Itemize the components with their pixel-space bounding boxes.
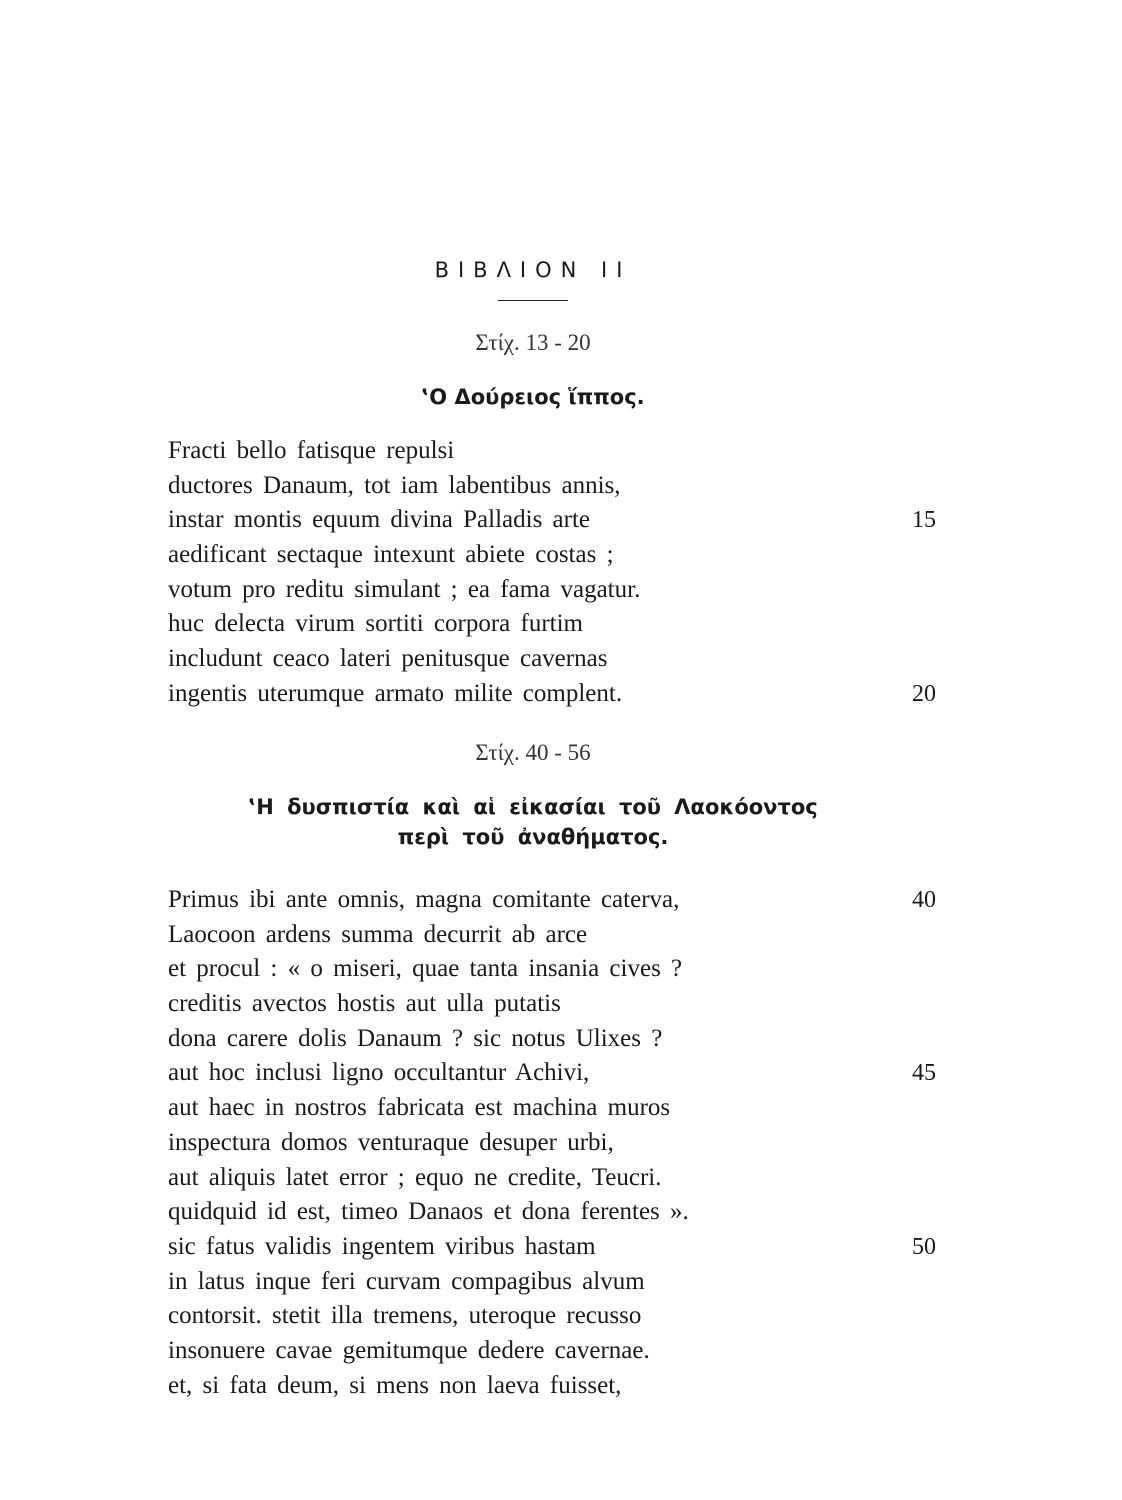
verse-line: [168, 1299, 968, 1334]
verse-line: [168, 1022, 968, 1057]
book-title: ΒΙΒΛΙΟΝ ΙΙ: [434, 258, 632, 282]
verse-line: [168, 607, 968, 642]
verse-line: [168, 573, 968, 608]
verse-line: [168, 1369, 968, 1404]
verse-line: [168, 503, 968, 538]
verse-text: huc delecta virum sortiti corpora furtim: [168, 610, 584, 638]
verse-line: [168, 1161, 968, 1196]
verse-text: Primus ibi ante omnis, magna comitante caterva,: [168, 886, 680, 913]
verse-line: [168, 918, 968, 953]
verse-line: [168, 677, 968, 712]
verse-line: [168, 538, 968, 573]
verse-text: ductores Danaum, tot iam labentibus annis,: [168, 471, 621, 499]
verse-line: [168, 434, 968, 469]
section-1-lines-ref: Στίχ. 13 - 20: [475, 330, 591, 355]
verse-text: inspectura domos venturaque desuper urbi,: [168, 1128, 614, 1156]
line-number: 45: [912, 1060, 936, 1087]
verse-text: Fracti bello fatisque repulsi: [168, 437, 455, 464]
verse-text: votum pro reditu simulant ; ea fama vagatur.: [168, 575, 641, 603]
verse-text: contorsit. stetit illa tremens, uteroque recusso: [168, 1302, 642, 1330]
section-1-verses: [168, 434, 968, 712]
verse-line: [168, 1056, 968, 1091]
verse-text: in latus inque feri curvam compagibus alvum: [168, 1267, 645, 1295]
section-1-heading: [0, 382, 1066, 412]
heading-line: ‛Ο Δούρειος ἵππος.: [421, 385, 645, 409]
section-2-heading: [0, 792, 1066, 852]
heading-line: ‛Η δυσπιστία καὶ αἱ εἰκασίαι τοῦ Λαοκόοντος: [248, 795, 818, 819]
verse-text: ingentis uterumque armato milite complent.: [168, 679, 623, 707]
verse-line: [168, 987, 968, 1022]
verse-text: quidquid id est, timeo Danaos et dona ferentes ».: [168, 1198, 689, 1226]
verse-text: includunt ceaco lateri penitusque cavernas: [168, 645, 608, 673]
verse-text: dona carere dolis Danaum ? sic notus Ulixes ?: [168, 1024, 663, 1052]
section-2-verses: [168, 883, 968, 1403]
verse-line: [168, 1334, 968, 1369]
verse-line: [168, 1091, 968, 1126]
verse-line: [168, 952, 968, 987]
verse-text: et procul : « o miseri, quae tanta insania cives ?: [168, 955, 683, 983]
verse-line: [168, 469, 968, 504]
verse-line: [168, 1195, 968, 1230]
line-number: 20: [912, 680, 936, 707]
verse-text: et, si fata deum, si mens non laeva fuisset,: [168, 1371, 622, 1399]
verse-text: aut aliquis latet error ; equo ne credite, Teucri.: [168, 1163, 662, 1191]
line-number: 50: [912, 1233, 936, 1260]
verse-line: [168, 1230, 968, 1265]
verse-text: sic fatus validis ingentem viribus hastam: [168, 1232, 596, 1260]
verse-text: instar montis equum divina Palladis arte: [168, 506, 591, 534]
verse-text: aedificant sectaque intexunt abiete costas ;: [168, 541, 614, 569]
verse-text: Laocoon ardens summa decurrit ab arce: [168, 920, 588, 948]
heading-line: περὶ τοῦ ἀναθήματος.: [397, 825, 669, 849]
verse-line: [168, 642, 968, 677]
title-rule: [498, 300, 568, 301]
line-number: 15: [912, 507, 936, 534]
line-number: 40: [912, 887, 936, 913]
verse-line: [168, 1126, 968, 1161]
section-2-lines-ref: Στίχ. 40 - 56: [475, 740, 591, 765]
verse-text: insonuere cavae gemitumque dedere cavernae.: [168, 1336, 650, 1364]
verse-text: aut hoc inclusi ligno occultantur Achivi,: [168, 1059, 590, 1087]
verse-line: [168, 883, 968, 918]
verse-text: creditis avectos hostis aut ulla putatis: [168, 990, 561, 1018]
verse-text: aut haec in nostros fabricata est machina muros: [168, 1094, 671, 1122]
verse-line: [168, 1265, 968, 1300]
